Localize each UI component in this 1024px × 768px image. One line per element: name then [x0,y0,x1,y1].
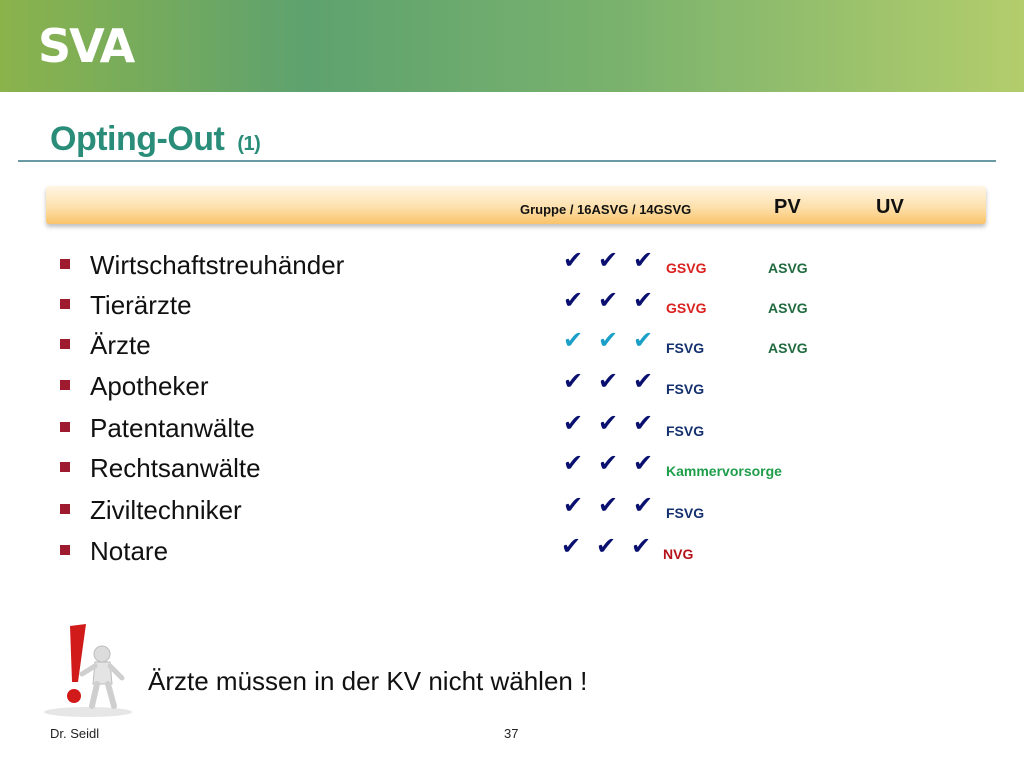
title-divider [18,160,996,162]
bullet-icon [60,504,70,514]
page-number: 37 [504,726,519,741]
bullet-icon [60,545,70,555]
check-icon: ✔ [598,326,619,354]
bullet-icon [60,299,70,309]
profession-label: Wirtschaftstreuhänder [90,250,345,280]
check-icon: ✔ [598,491,619,519]
check-icons [561,532,666,560]
pv-code: NVG [663,546,694,562]
check-icon: ✔ [563,286,584,314]
uv-code: ASVG [768,260,808,276]
list-item [0,328,1024,364]
band-pv: PV [774,196,801,218]
title-main: Opting-Out [50,120,225,158]
header-band [46,186,986,224]
check-icons [563,449,668,477]
profession-label: Ziviltechniker [90,495,242,525]
list-item [0,288,1024,324]
check-icon: ✔ [563,367,584,395]
profession-label: Tierärzte [90,290,192,320]
band-gruppe: Gruppe / 16ASVG / 14GSVG [520,202,692,217]
check-icon: ✔ [598,246,619,274]
uv-code: ASVG [768,340,808,356]
sva-logo [38,18,178,68]
check-icons [563,286,668,314]
check-icons [563,246,668,274]
pv-code: Kammervorsorge [666,463,782,479]
check-icon: ✔ [563,409,584,437]
check-icon: ✔ [561,532,582,560]
footer-author: Dr. Seidl [50,726,100,741]
check-icon: ✔ [598,367,619,395]
profession-label: Rechtsanwälte [90,453,261,483]
check-icon: ✔ [563,246,584,274]
bullet-icon [60,380,70,390]
list-item [0,493,1024,529]
warning-figure-icon [40,618,136,718]
profession-label: Notare [90,536,169,566]
bullet-icon [60,462,70,472]
bullet-icon [60,259,70,269]
title-sub: (1) [237,133,261,155]
svg-text:SVA: SVA [38,19,134,68]
check-icon: ✔ [563,326,584,354]
check-icon: ✔ [633,449,654,477]
header-banner [0,0,1024,92]
pv-code: FSVG [666,423,705,439]
page-title [50,120,260,159]
check-icon: ✔ [633,367,654,395]
list-item [0,451,1024,487]
bullet-icon [60,422,70,432]
band-uv: UV [876,196,904,218]
profession-label: Ärzte [90,330,151,360]
check-icon: ✔ [633,286,654,314]
check-icons [563,326,668,354]
note-text: Ärzte müssen in der KV nicht wählen ! [148,666,588,696]
pv-code: GSVG [666,300,707,316]
pv-code: FSVG [666,505,705,521]
list-item [0,369,1024,405]
check-icon: ✔ [633,409,654,437]
check-icon: ✔ [596,532,617,560]
check-icon: ✔ [631,532,652,560]
list-item [0,534,1024,570]
list-item [0,248,1024,284]
check-icons [563,367,668,395]
bullet-icon [60,339,70,349]
profession-label: Patentanwälte [90,413,255,443]
check-icon: ✔ [563,449,584,477]
pv-code: FSVG [666,381,705,397]
pv-code: GSVG [666,260,707,276]
check-icon: ✔ [598,409,619,437]
check-icon: ✔ [563,491,584,519]
check-icon: ✔ [633,491,654,519]
check-icons [563,491,668,519]
check-icon: ✔ [598,286,619,314]
pv-code: FSVG [666,340,705,356]
check-icon: ✔ [633,246,654,274]
profession-label: Apotheker [90,371,209,401]
check-icons [563,409,668,437]
list-item [0,411,1024,447]
check-icon: ✔ [598,449,619,477]
check-icon: ✔ [633,326,654,354]
uv-code: ASVG [768,300,808,316]
